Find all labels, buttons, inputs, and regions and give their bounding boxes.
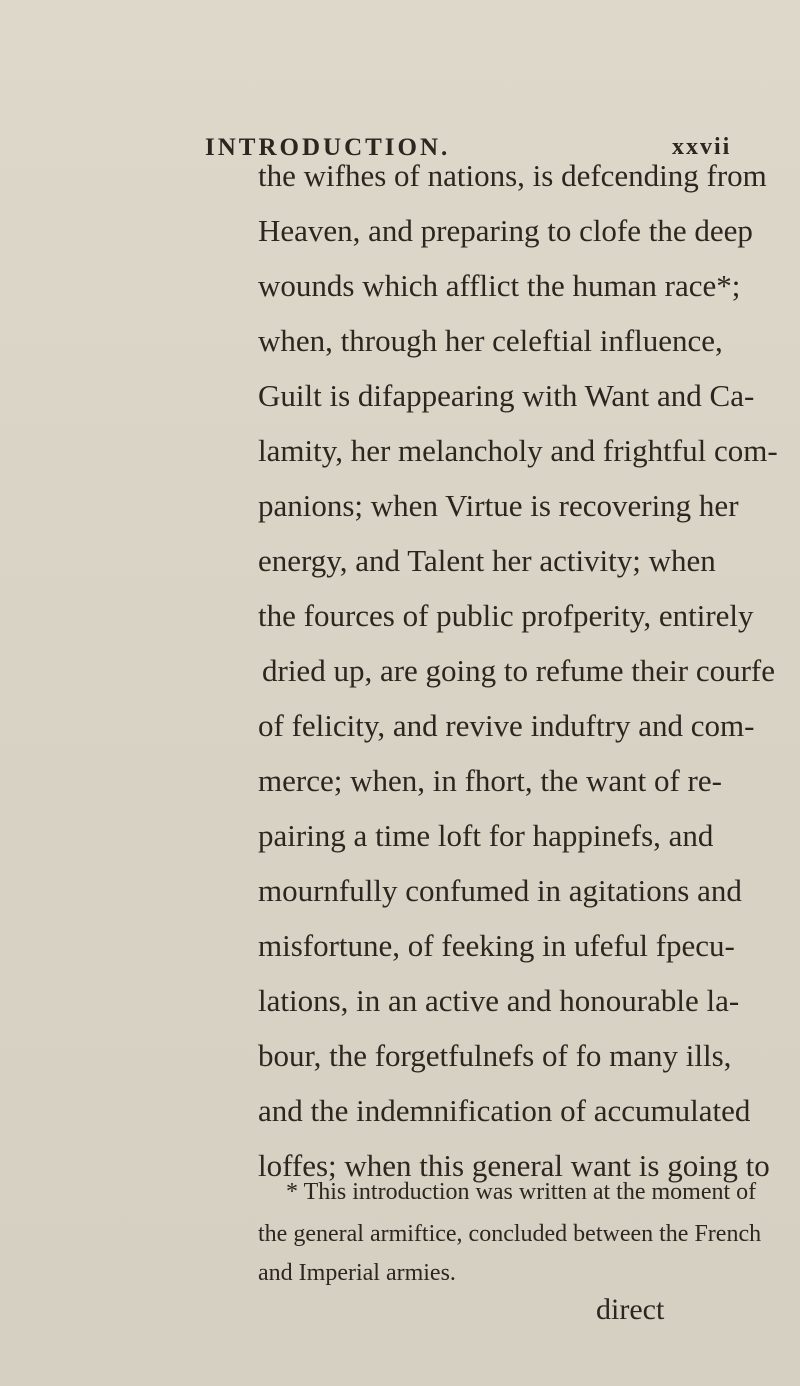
text-line-3: wounds which afflict the human race*; [258, 268, 741, 303]
text-line-16: lations, in an active and honourable la- [258, 983, 740, 1018]
text-line-4: when, through her celeftial influence, [258, 323, 723, 358]
footnote-line-1: * This introduction was written at the moment of [286, 1179, 757, 1205]
text-line-8: energy, and Talent her activity; when [258, 543, 716, 578]
text-line-7: panions; when Virtue is recovering her [258, 488, 739, 523]
text-line-10: dried up, are going to refume their courfe [262, 653, 776, 688]
catchword: direct [596, 1293, 665, 1326]
text-line-11: of felicity, and revive induftry and com- [258, 708, 755, 743]
footnote-line-2: the general armiftice, concluded between the French [258, 1221, 762, 1247]
text-line-1: the wifhes of nations, is defcending from [258, 158, 767, 193]
text-line-19: loffes; when this general want is going to [258, 1148, 770, 1183]
text-line-14: mournfully confumed in agitations and [258, 873, 742, 908]
text-line-17: bour, the forgetfulnefs of fo many ills, [258, 1038, 732, 1073]
text-line-5: Guilt is difappearing with Want and Ca- [258, 378, 755, 413]
text-line-18: and the indemnification of accumulated [258, 1093, 751, 1128]
text-line-12: merce; when, in fhort, the want of re- [258, 763, 722, 798]
text-line-15: misfortune, of feeking in ufeful fpecu- [258, 928, 735, 963]
text-line-2: Heaven, and preparing to clofe the deep [258, 213, 753, 248]
text-line-6: lamity, her melancholy and frightful com- [258, 433, 778, 468]
text-line-9: the fources of public profperity, entirely [258, 598, 754, 633]
text-line-13: pairing a time loft for happinefs, and [258, 818, 714, 853]
page-number: xxvii [672, 134, 732, 160]
footnote-line-3: and Imperial armies. [258, 1260, 456, 1286]
running-title: INTRODUCTION. [205, 134, 451, 161]
